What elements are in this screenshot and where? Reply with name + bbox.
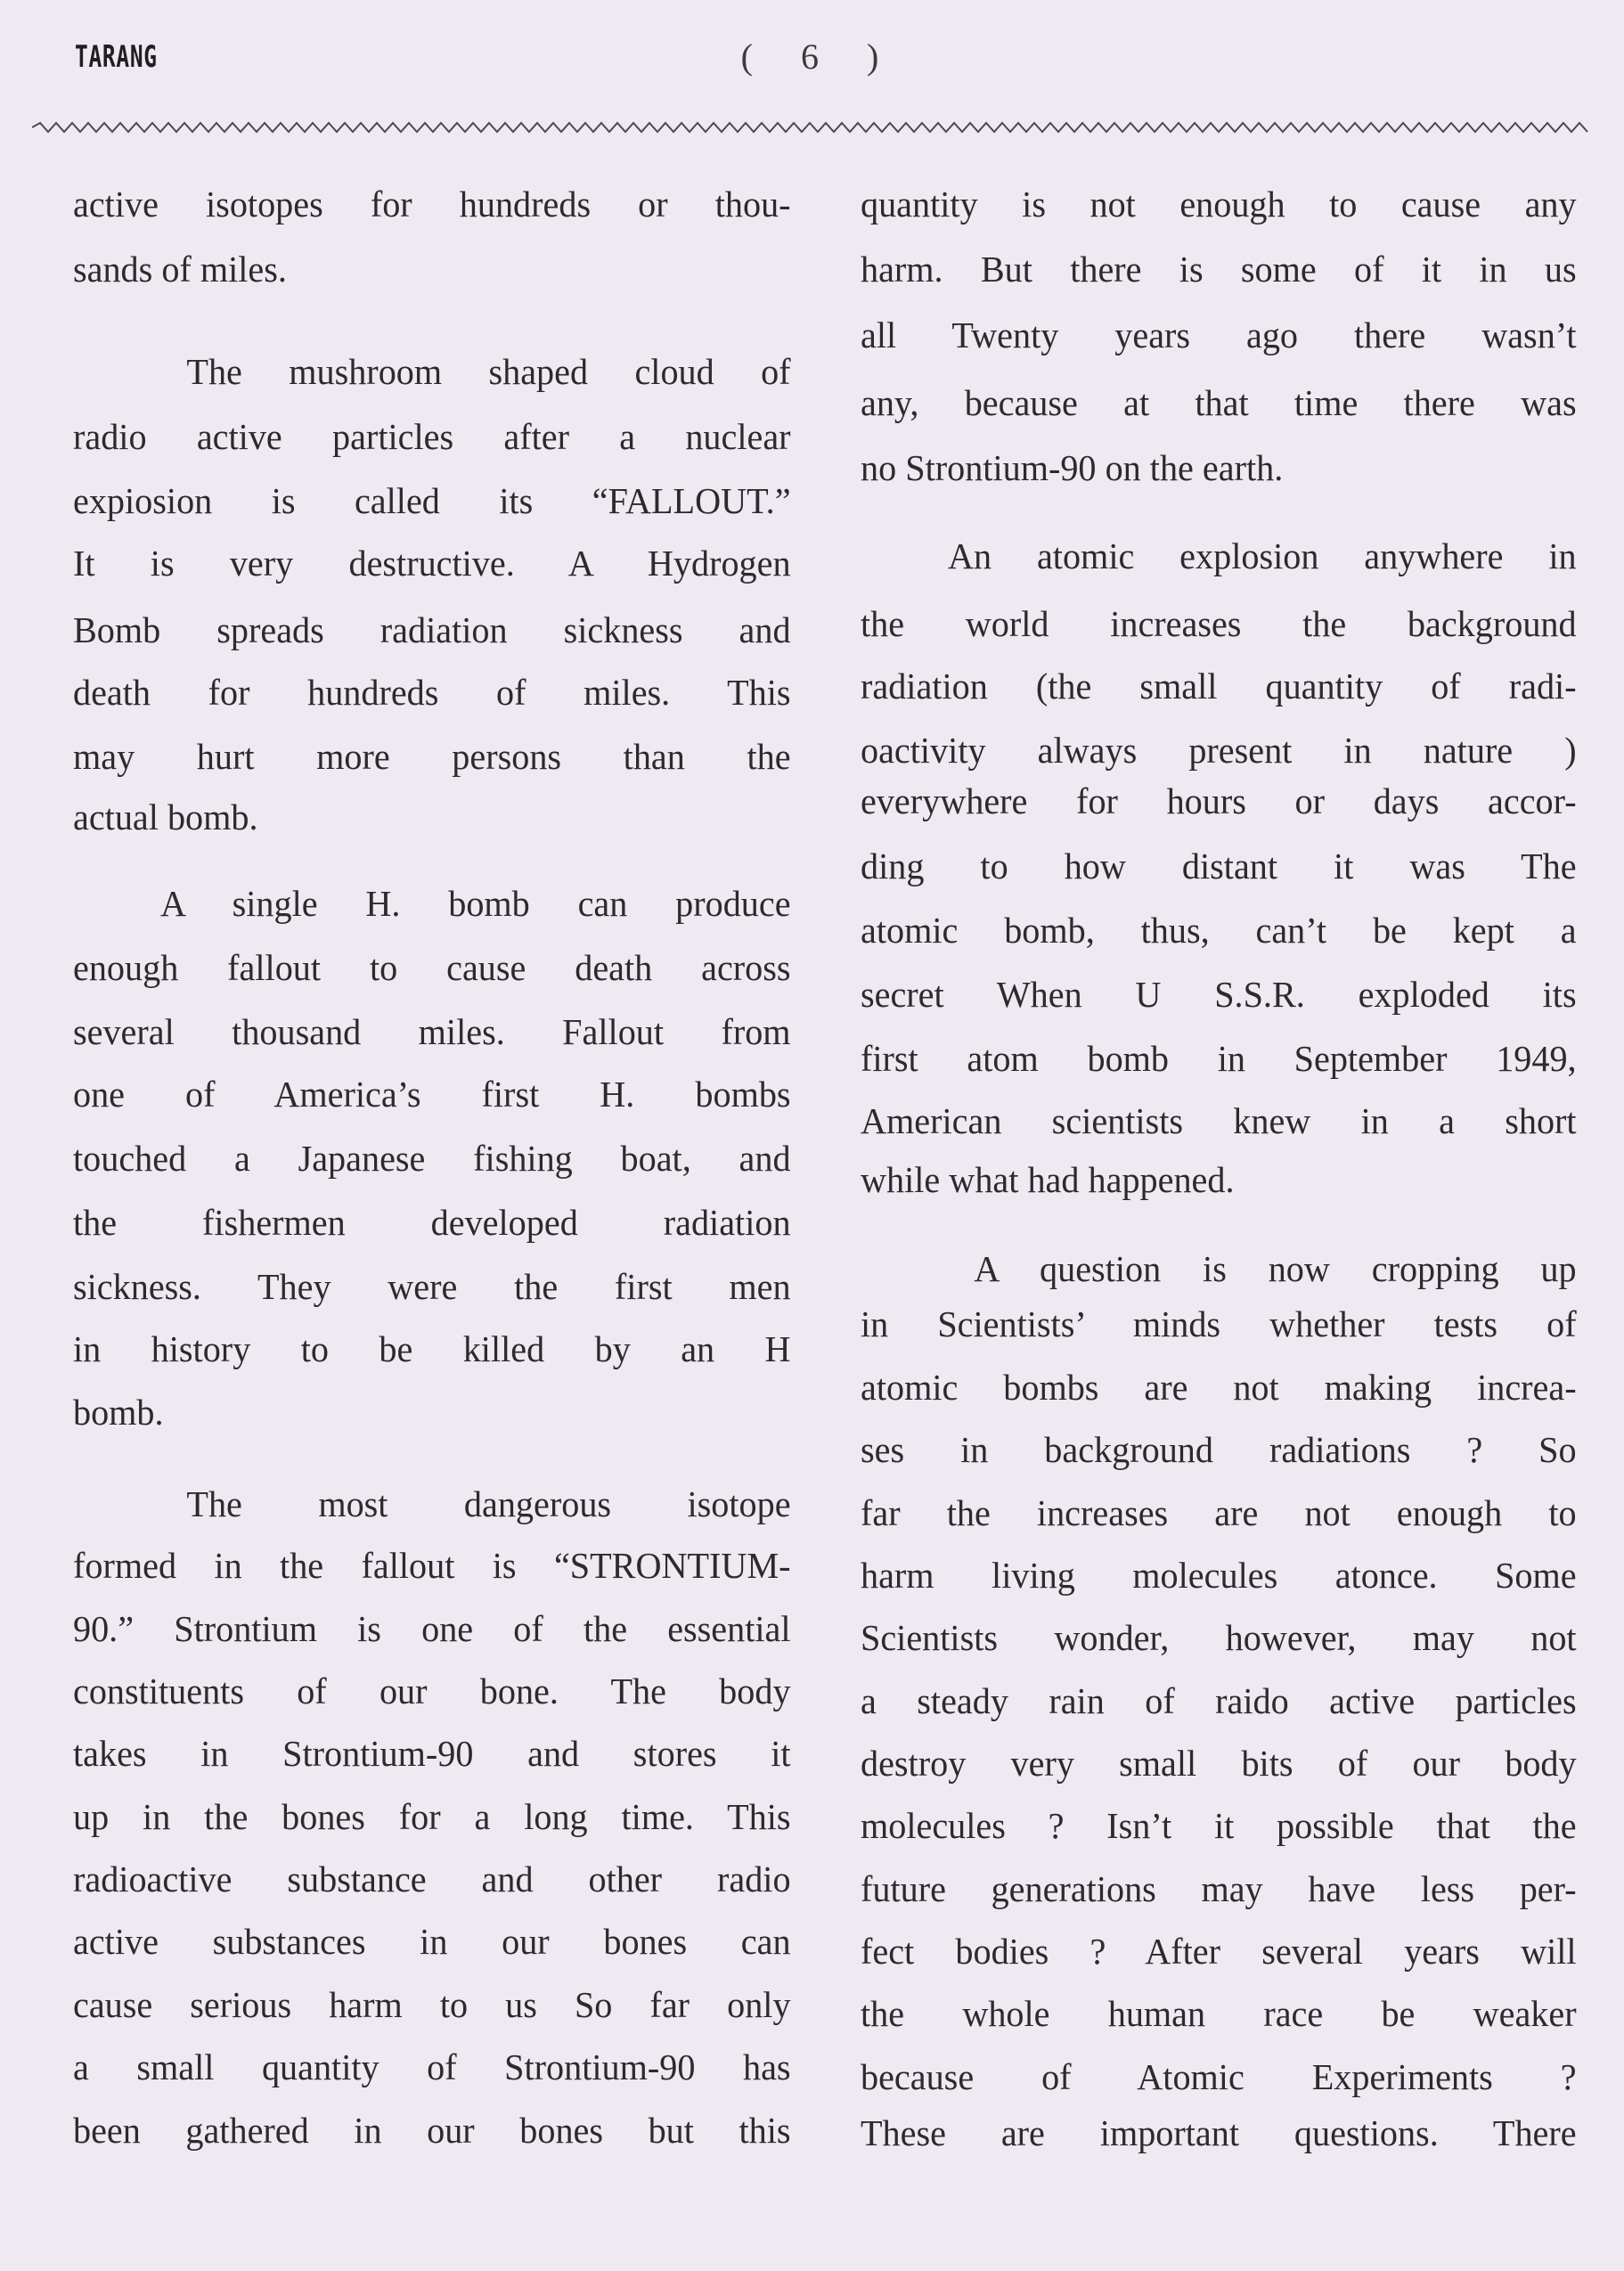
text-line: oactivity always present in nature )	[861, 730, 1577, 771]
text-line: while what had happened.	[861, 1159, 1235, 1200]
text-line: Scientists wonder, however, may not	[861, 1617, 1577, 1658]
text-line: any, because at that time there was	[861, 382, 1577, 423]
text-line: been gathered in our bones but this	[73, 2110, 791, 2151]
text-line: sickness. They were the first men	[73, 1266, 791, 1307]
text-line: all Twenty years ago there wasn’t	[861, 315, 1577, 355]
text-line: the fishermen developed radiation	[73, 1202, 791, 1243]
text-line: may hurt more persons than the	[73, 736, 791, 777]
text-line: cause serious harm to us So far only	[73, 1984, 791, 2025]
text-line: expiosion is called its “FALLOUT.”	[73, 480, 791, 521]
text-line: active isotopes for hundreds or thou-	[73, 184, 791, 225]
text-line: takes in Strontium-90 and stores it	[73, 1733, 791, 1774]
text-line: formed in the fallout is “STRONTIUM-	[73, 1545, 791, 1586]
text-line: constituents of our bone. The body	[73, 1671, 791, 1711]
text-line: atomic bombs are not making increa-	[861, 1367, 1577, 1408]
text-line: radio active particles after a nuclear	[73, 416, 791, 457]
text-line: one of America’s first H. bombs	[73, 1074, 791, 1115]
text-line: death for hundreds of miles. This	[73, 672, 791, 713]
text-line: everywhere for hours or days accor-	[861, 780, 1577, 821]
text-line: 90.” Strontium is one of the essential	[73, 1608, 791, 1649]
text-line: The most dangerous isotope	[186, 1483, 791, 1524]
text-line: Bomb spreads radiation sickness and	[73, 609, 791, 650]
text-line: far the increases are not enough to	[861, 1492, 1577, 1533]
text-line: These are important questions. There	[861, 2112, 1577, 2153]
text-line: A question is now cropping up	[974, 1248, 1577, 1289]
text-line: destroy very small bits of our body	[861, 1743, 1577, 1784]
text-line: It is very destructive. A Hydrogen	[73, 543, 791, 584]
wavy-divider-rule	[32, 119, 1593, 135]
text-line: ding to how distant it was The	[861, 845, 1577, 886]
text-line: radioactive substance and other radio	[73, 1858, 791, 1899]
text-line: the world increases the background	[861, 603, 1577, 644]
text-line: future generations may have less per-	[861, 1868, 1577, 1909]
text-line: A single H. bomb can produce	[160, 883, 791, 924]
text-line: atomic bomb, thus, can’t be kept a	[861, 910, 1577, 951]
text-line: The mushroom shaped cloud of	[186, 351, 791, 392]
text-line: a steady rain of raido active particles	[861, 1680, 1577, 1721]
text-line: in history to be killed by an H	[73, 1328, 791, 1369]
text-line: active substances in our bones can	[73, 1921, 791, 1962]
text-line: harm. But there is some of it in us	[861, 249, 1577, 290]
text-line: several thousand miles. Fallout from	[73, 1011, 791, 1052]
text-line: in Scientists’ minds whether tests of	[861, 1303, 1577, 1344]
text-line: the whole human race be weaker	[861, 1993, 1577, 2034]
text-line: secret When U S.S.R. exploded its	[861, 974, 1577, 1015]
page-number: ( 6 )	[740, 37, 899, 77]
text-line: no Strontium-90 on the earth.	[861, 447, 1284, 488]
text-line: first atom bomb in September 1949,	[861, 1038, 1577, 1079]
text-line: American scientists knew in a short	[861, 1100, 1577, 1141]
text-line: enough fallout to cause death across	[73, 947, 791, 988]
text-line: harm living molecules atonce. Some	[861, 1555, 1577, 1596]
text-line: touched a Japanese fishing boat, and	[73, 1138, 791, 1179]
text-line: ses in background radiations ? So	[861, 1429, 1577, 1470]
text-line: radiation (the small quantity of radi-	[861, 666, 1577, 707]
text-line: An atomic explosion anywhere in	[948, 535, 1577, 576]
publication-title: TARANG	[75, 39, 158, 75]
text-line: molecules ? Isn’t it possible that the	[861, 1805, 1577, 1846]
text-line: quantity is not enough to cause any	[861, 184, 1577, 225]
text-line: bomb.	[73, 1392, 164, 1433]
text-line: because of Atomic Experiments ?	[861, 2056, 1577, 2097]
text-line: actual bomb.	[73, 796, 258, 837]
text-line: up in the bones for a long time. This	[73, 1796, 791, 1837]
text-line: sands of miles.	[73, 249, 287, 290]
text-line: fect bodies ? After several years will	[861, 1931, 1577, 1972]
text-line: a small quantity of Strontium-90 has	[73, 2046, 791, 2087]
